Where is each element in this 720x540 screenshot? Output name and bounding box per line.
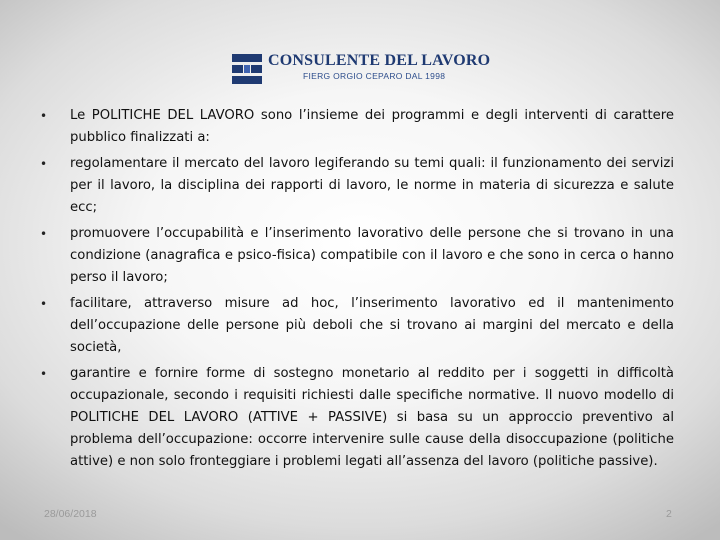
bullet-text: facilitare, attraverso misure ad hoc, l’inserimento lavorativo ed il mantenimento dell’occupazione delle persone più deboli che si trovano ai margini del mercato e della società, [70, 296, 674, 355]
bullet-item [40, 223, 674, 289]
bullet-icon: • [40, 109, 48, 123]
bullet-icon: • [40, 297, 48, 311]
bullet-text: garantire e fornire forme di sostegno monetario al reddito per i soggetti in difficoltà occupazionale, secondo i requisiti richiesti dalle specifiche normative. Il nuovo modello di POLITICHE DEL LAVORO (ATTIVE + PASSIVE) si basa su un approccio preventivo al problema dell’occupazione: occorre intervenire sulle cause della disoccupazione (politiche attive) e non solo fronteggiare i problemi legati all’assenza del lavoro (politiche passive). [70, 366, 674, 469]
bullet-list [40, 105, 674, 477]
page-number: 2 [666, 508, 672, 520]
logo-subtitle: FIERG ORGIO CEPARO DAL 1998 [303, 71, 446, 81]
bullet-text: regolamentare il mercato del lavoro legiferando su temi quali: il funzionamento dei servizi per il lavoro, la disciplina dei rapporti di lavoro, le norme in materia di sicurezza e salute ecc; [70, 156, 674, 215]
bullet-item [40, 153, 674, 219]
bullet-icon: • [40, 367, 48, 381]
bullet-item [40, 105, 674, 149]
bullet-text: Le POLITICHE DEL LAVORO sono l’insieme dei programmi e degli interventi di carattere pubblico finalizzati a: [70, 108, 674, 145]
bullet-icon: • [40, 227, 48, 241]
bullet-icon: • [40, 157, 48, 171]
bullet-item [40, 293, 674, 359]
consulente-logo-icon [232, 54, 262, 84]
logo [230, 52, 500, 88]
bullet-item [40, 363, 674, 473]
logo-title: CONSULENTE DEL LAVORO [268, 52, 491, 69]
footer-date: 28/06/2018 [44, 508, 97, 520]
bullet-text: promuovere l’occupabilità e l’inserimento lavorativo delle persone che si trovano in una condizione (anagrafica e psico-fisica) compatibile con il lavoro e che sono in cerca o hanno perso il lavoro; [70, 226, 674, 285]
